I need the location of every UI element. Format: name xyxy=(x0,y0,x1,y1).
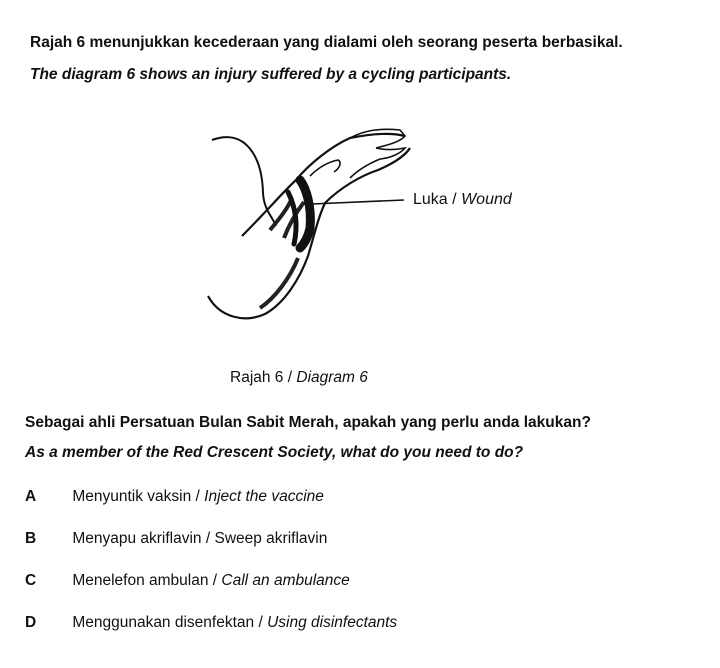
option-text-malay: Menyapu akriflavin xyxy=(72,530,202,547)
sleeve-outline xyxy=(212,137,276,226)
option-letter: A xyxy=(25,488,37,505)
option-c[interactable] xyxy=(25,572,350,590)
option-text-english: Using disinfectants xyxy=(267,614,398,631)
option-text-english: Inject the vaccine xyxy=(204,488,324,505)
option-separator: / xyxy=(195,488,200,505)
wound-label-english: Wound xyxy=(461,191,512,208)
option-text-english: Call an ambulance xyxy=(221,572,350,589)
question-prompt-malay: Sebagai ahli Persatuan Bulan Sabit Merah, apakah yang perlu anda lakukan? xyxy=(25,414,591,431)
caption-separator: / xyxy=(287,369,293,386)
diagram-caption xyxy=(230,369,368,387)
wound-mark xyxy=(300,180,310,248)
wound-label xyxy=(413,191,512,209)
question-stem-malay: Rajah 6 menunjukkan kecederaan yang dialami oleh seorang peserta berbasikal. xyxy=(30,34,623,51)
injured-arm-diagram xyxy=(200,118,540,333)
option-text-malay: Menelefon ambulan xyxy=(72,572,209,589)
option-text-english: Sweep akriflavin xyxy=(214,530,328,547)
option-letter: B xyxy=(25,530,37,547)
option-text-malay: Menyuntik vaksin xyxy=(72,488,192,505)
option-separator: / xyxy=(258,614,263,631)
caption-english: Diagram 6 xyxy=(296,369,368,386)
label-separator: / xyxy=(452,191,457,208)
option-a[interactable] xyxy=(25,488,324,506)
caption-malay: Rajah 6 xyxy=(230,369,284,386)
question-stem-english: The diagram 6 shows an injury suffered by a cycling participants. xyxy=(30,66,512,83)
question-prompt-english: As a member of the Red Crescent Society, what do you need to do? xyxy=(25,444,524,461)
option-d[interactable] xyxy=(25,614,397,632)
option-separator: / xyxy=(205,530,211,547)
option-text-malay: Menggunakan disenfektan xyxy=(72,614,255,631)
wound-label-malay: Luka xyxy=(413,191,448,208)
option-letter: C xyxy=(25,572,37,589)
option-letter: D xyxy=(25,614,37,631)
option-separator: / xyxy=(212,572,218,589)
option-b[interactable] xyxy=(25,530,327,548)
